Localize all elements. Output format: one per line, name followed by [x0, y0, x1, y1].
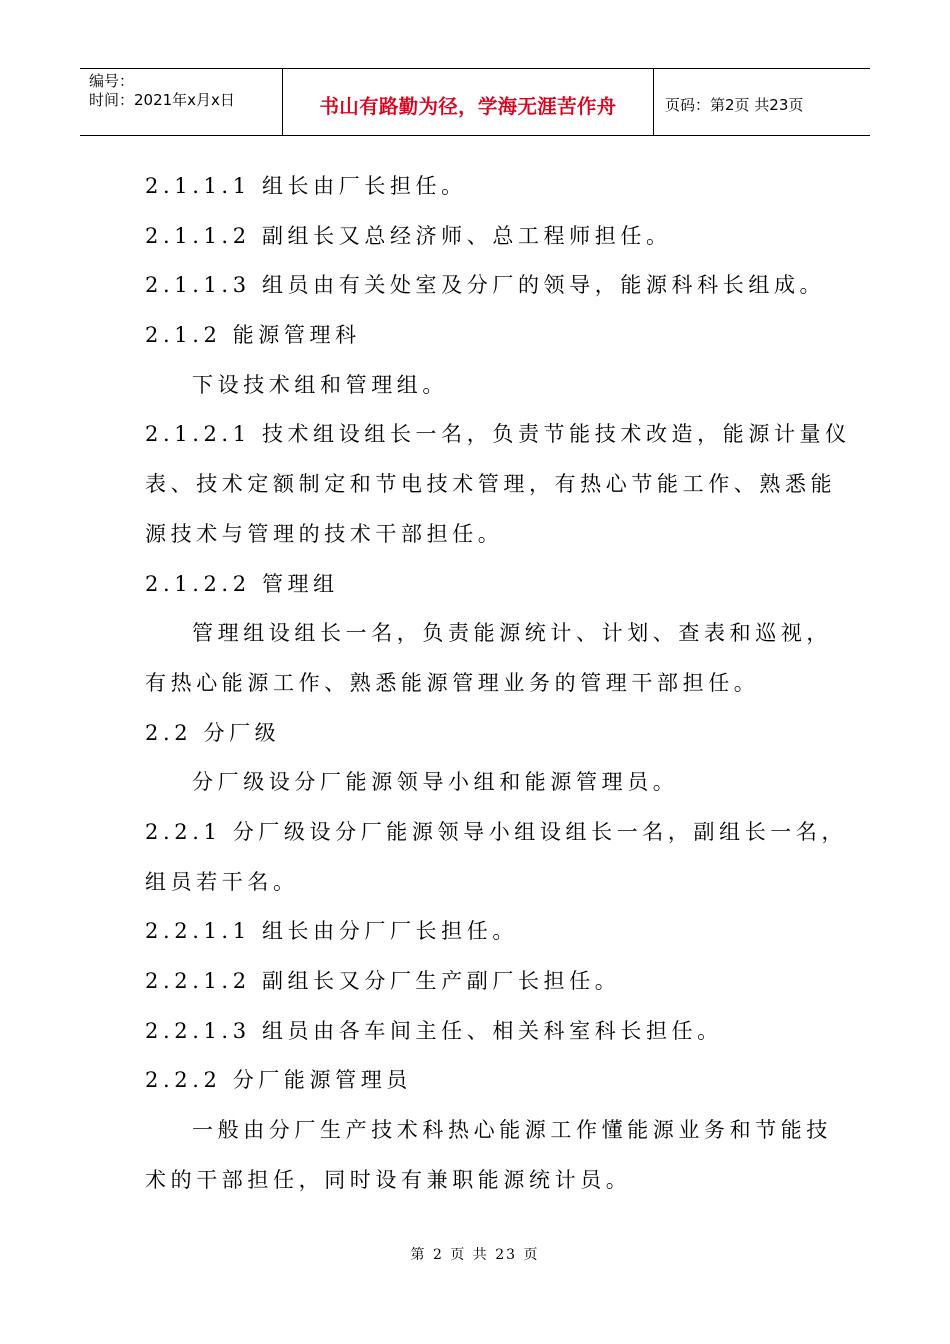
body-line: 2.2.1 分厂级设分厂能源领导小组设组长一名，副组长一名，: [145, 819, 848, 844]
body-line: 有热心能源工作、熟悉能源管理业务的管理干部担任。: [145, 670, 760, 695]
body-line: 2.2.1.3 组员由各车间主任、相关科室科长担任。: [145, 1018, 723, 1043]
header-meta: [80, 69, 280, 135]
body-line: 管理组设组长一名，负责能源统计、计划、查表和巡视，: [192, 621, 832, 646]
page-footer: [0, 1244, 950, 1264]
body-line: 2.1.1.2 副组长又总经济师、总工程师担任。: [145, 223, 672, 248]
footer-page-number: 第 2 页 共 23 页: [410, 1247, 540, 1263]
body-line: 2.1.2.1 技术组设组长一名，负责节能技术改造，能源计量仪: [145, 422, 851, 447]
body-line: 2.1.1.3 组员由有关处室及分厂的领导，能源科科长组成。: [145, 273, 826, 298]
section-heading: 2.1.2 能源管理科: [145, 323, 361, 348]
section-heading: 2.2.2 分厂能源管理员: [145, 1068, 412, 1093]
header-motto-cell: [282, 69, 654, 135]
body-line: 2.1.1.1 组长由厂长担任。: [145, 174, 467, 198]
body-line: 2.2.1.2 副组长又分厂生产副厂长担任。: [145, 969, 621, 993]
section-heading: 2.2 分厂级: [145, 720, 281, 745]
body-line: 源技术与管理的技术干部担任。: [145, 521, 504, 546]
header-motto: 书山有路勤为径，学海无涯苦作舟: [319, 95, 617, 118]
body-line: 术的干部担任，同时设有兼职能源统计员。: [145, 1167, 632, 1192]
section-heading: 2.1.2.2 管理组: [145, 571, 339, 596]
document-number-label: 编号：: [89, 72, 135, 90]
page-header: [80, 68, 870, 136]
header-page-info: 页码：第2页 共23页: [665, 95, 804, 114]
body-line: 2.2.1.1 组长由分厂厂长担任。: [145, 919, 518, 944]
body-line: 组员若干名。: [145, 869, 299, 894]
document-date: 时间：2021年x月x日: [89, 91, 235, 109]
body-line: 一般由分厂生产技术科热心能源工作懂能源业务和节能技: [192, 1118, 832, 1143]
body-line: 下设技术组和管理组。: [192, 372, 448, 397]
body-line: 分厂级设分厂能源领导小组和能源管理员。: [192, 770, 679, 795]
body-line: 表、技术定额制定和节电技术管理，有热心节能工作、熟悉能: [145, 472, 837, 497]
document-body: [145, 162, 851, 1205]
header-page-info-cell: [656, 69, 870, 135]
